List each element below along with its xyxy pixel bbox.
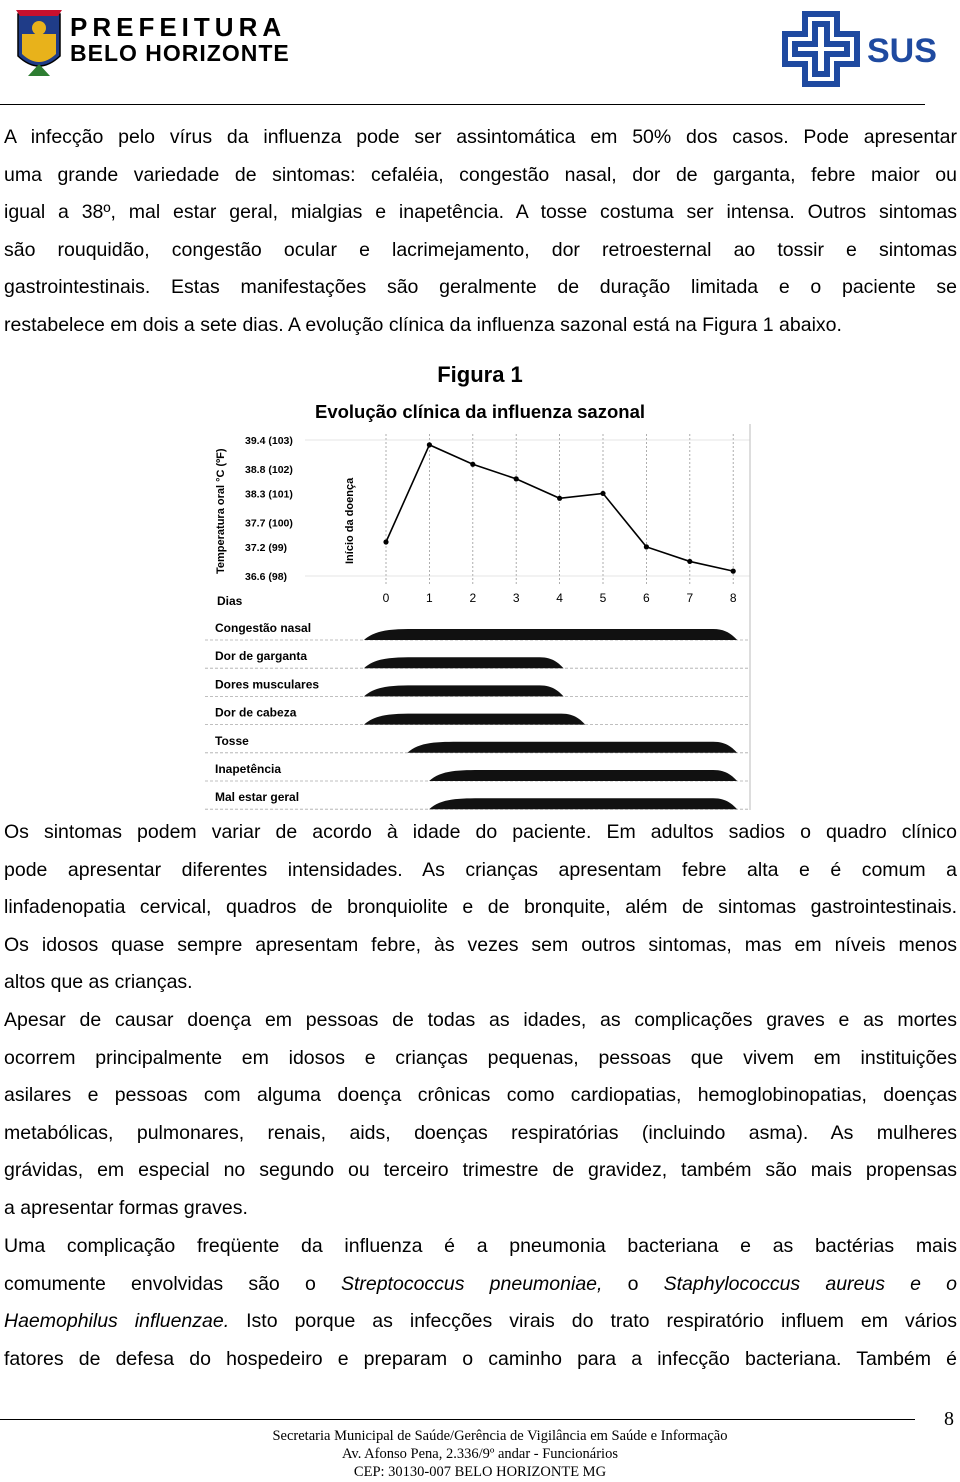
x-tick-label: 7 [686, 591, 694, 605]
x-tick-label: 8 [729, 591, 737, 605]
symptom-duration-bar [364, 629, 737, 640]
sus-logo [775, 6, 955, 90]
symptom-duration-bar [429, 798, 737, 809]
y-tick-label: 39.4 (103) [245, 435, 293, 447]
paragraph-age-variation: Os sintomas podem variar de acordo à idade do paciente. Em adultos sadios o quadro clínico pode apresentar diferentes intensidades. As crianças apresentam febre alta e é comum a linfadenopatia cervical, quadros de bronquiolite e de bronquite, além de sintomas gastrointestinais. Os idosos quase sempre apresentam febre, às vezes sem outros sintomas, mas em níveis menos altos que as crianças. [4, 821, 957, 994]
onset-label: Início da doença [344, 477, 356, 564]
x-tick-label: 2 [469, 591, 477, 605]
symptom-label: Tosse [215, 733, 249, 748]
paragraph-symptoms: A infecção pelo vírus da influenza pode ser assintomática em 50% dos casos. Pode apresentar uma grande variedade de sintomas: cefaléia, congestão nasal, dor de garganta, febre maior ou igual a 38º, mal estar geral, mialgias e inapetência. A tosse costuma ser intensa. Outros sintomas são rouquidão, congestão ocular e lacrimejamento, dor retroesternal ao tossir e sintomas gastrointestinais. Estas manifestações são geralmente de duração limitada e o paciente se restabelece em dois a sete dias. A evolução clínica da influenza sazonal está na Figura 1 abaixo. [4, 126, 957, 336]
paragraph-bacterial: Uma complicação freqüente da influenza é a pneumonia bacteriana e as bactérias mais comumente envolvidas são o Streptococcus pneumoniae, o Staphylococcus aureus e o Haemophilus influenzae. Isto porque as infecções virais do trato respiratório influem em vários fatores de defesa do hospedeiro e preparam o caminho para a infecção bacteriana. Também é [4, 1235, 957, 1370]
symptom-label: Mal estar geral [215, 790, 300, 805]
symptom-duration-bar [364, 685, 564, 696]
page-number: 8 [944, 1408, 954, 1430]
y-tick-label: 38.3 (101) [245, 488, 293, 501]
temperature-point [731, 569, 736, 574]
symptom-label: Inapetência [215, 762, 282, 776]
y-axis-label: Temperatura oral °C (ºF) [215, 448, 227, 574]
paragraph-complications: Apesar de causar doença em pessoas de todas as idades, as complicações graves e as mortes ocorrem principalmente em idosos e crianças pequenas, pessoas que vivem em instituições asilares e pessoas com alguma doença crônicas como cardiopatias, hemoglobinopatias, doenças metabólicas, pulmonares, renais, aids, doenças respiratórias (incluindo asma). As mulheres grávidas, em especial no segundo ou terceiro trimestre de gravidez, também são mais propensas a apresentar formas graves. [4, 1009, 957, 1219]
temperature-point [687, 559, 692, 564]
y-tick-label: 38.8 (102) [245, 464, 293, 477]
temperature-point [514, 476, 519, 481]
symptom-label: Congestão nasal [215, 621, 312, 635]
prefeitura-wordmark: PREFEITURA BELO HORIZONTE [70, 12, 290, 66]
symptom-duration-bar [364, 714, 585, 725]
header-divider [0, 104, 925, 105]
symptom-label: Dor de cabeza [215, 705, 297, 720]
sus-wordmark: SUS [867, 32, 937, 70]
temperature-point [600, 491, 605, 496]
temperature-point [644, 544, 649, 549]
figure-caption: Evolução clínica da influenza sazonal [314, 401, 645, 422]
x-axis-label: Dias [217, 594, 243, 608]
figure-label: Figura 1 [437, 362, 523, 387]
y-tick-label: 36.6 (98) [245, 571, 288, 583]
symptom-duration-bar [364, 657, 564, 668]
page-header [0, 0, 960, 110]
x-tick-label: 4 [556, 591, 563, 605]
y-tick-label: 37.7 (100) [245, 517, 293, 530]
x-tick-label: 1 [426, 591, 433, 605]
x-tick-label: 0 [382, 591, 390, 605]
temperature-point [470, 462, 475, 467]
symptom-duration-bar [407, 742, 737, 753]
symptom-label: Dores musculares [215, 677, 320, 692]
temperature-point [557, 496, 562, 501]
x-tick-label: 5 [599, 591, 607, 605]
symptom-label: Dor de garganta [215, 649, 308, 664]
influenza-evolution-chart [205, 424, 752, 810]
temperature-point [427, 442, 432, 447]
x-tick-label: 3 [512, 591, 520, 605]
footer-divider [0, 1419, 915, 1420]
y-tick-label: 37.2 (99) [245, 541, 288, 554]
symptom-duration-bar [429, 770, 737, 781]
x-tick-label: 6 [643, 591, 650, 605]
temperature-point [383, 539, 388, 544]
